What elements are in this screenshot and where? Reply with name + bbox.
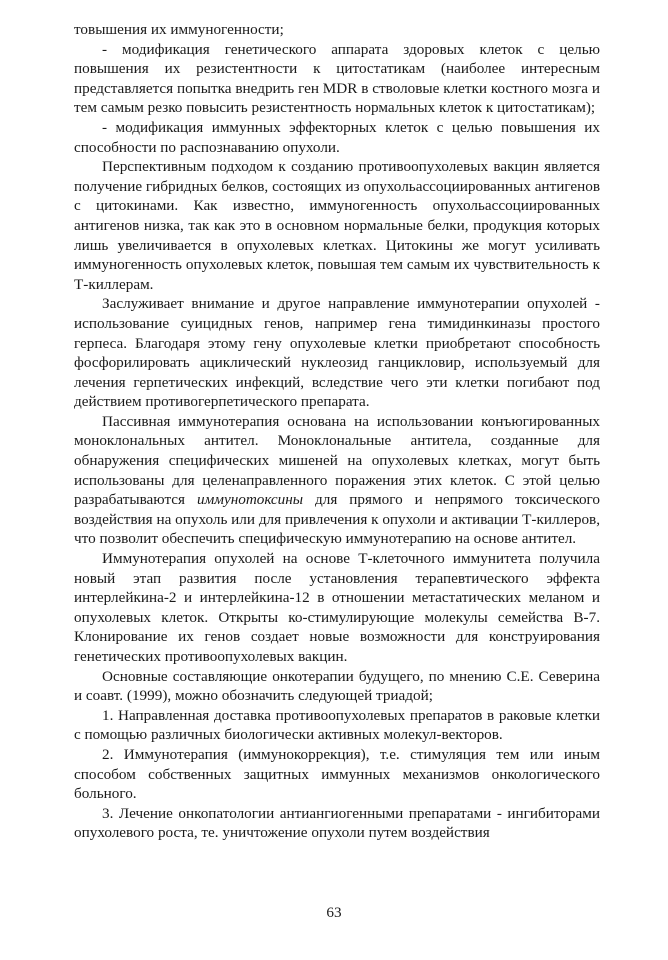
paragraph-effector-modification: - модификация иммунных эффекторных клеток с целью повышения их способности по распознаванию опухоли. (74, 118, 600, 156)
emphasized-term: иммунотоксины (196, 491, 304, 509)
paragraph-text: для прямого и непрямого токсического воздействия на опухоль или для привлечения к опухоли и активации Т-киллеров, что позволит обеспечить специфическую иммунотерапию на основе антител. (74, 491, 600, 548)
paragraph-fragment: товышения их иммуногенности; (74, 21, 284, 38)
paragraph-suicide-genes: Заслуживает внимание и другое направление иммунотерапии опухолей - использование суицидных генов, например гена тимидинкиназы простого герпеса. Благодаря этому гену опухолевые клетки приобретают способность фосфорилировать ациклический нуклеозид ганцикловир, используемый для лечения герпетических инфекций, вследствие чего эти клетки погибают под действием противогерпетического препарата. (74, 295, 600, 411)
paragraph-passive-immunotherapy (74, 412, 600, 549)
paragraph-triad-intro: Основные составляющие онкотерапии будущего, по мнению С.Е. Северина и соавт. (1999), можно обозначить следующей триадой; (74, 667, 600, 705)
paragraph-hybrid-proteins: Перспективным подходом к созданию противоопухолевых вакцин является получение гибридных белков, состоящих из опухольассоциированных антигенов с цитокинами. Как известно, иммуногенность опухольассоциированных антигенов низка, так как это в основном нормальные белки, продукция которых лишь увеличивается в опухолевых клетках. Цитокины же могут усиливать иммуногенность опухолевых клеток, повышая тем самым их чувствительность к Т-киллерам. (74, 158, 600, 293)
list-item-immunotherapy: 2. Иммунотерапия (иммунокоррекция), т.е. стимуляция тем или иным способом собственных защитных иммунных механизмов онкологического больного. (74, 745, 600, 803)
paragraph-genetic-modification: - модификация генетического аппарата здоровых клеток с целью повышения их резистентности к цитостатикам (наиболее интересным представляется попытка внедрить ген MDR в стволовые клетки костного мозга и тем самым резко повысить резистентность нормальных клеток к цитостатикам); (74, 40, 600, 117)
list-item-antiangiogenic: 3. Лечение онкопатологии антиангиогенными препаратами - ингибиторами опухолевого роста, те. уничтожение опухоли путем воздействия (74, 804, 600, 842)
document-page (74, 20, 600, 843)
paragraph-t-cell-immunity: Иммунотерапия опухолей на основе Т-клеточного иммунитета получила новый этап развития после установления терапевтического эффекта интерлейкина-2 и интерлейкина-12 в отношении метастатических меланом и опухолевых клеток. Открыты ко-стимулирующие молекулы семейства В-7. Клонирование их генов создает новые возможности для конструирования генетических противоопухолевых вакцин. (74, 550, 600, 665)
paragraph-text: Пассивная иммунотерапия основана на использовании конъюгированных моноклональных антител. Моноклональные антитела, созданные для обнаружения специфических мишеней на опухолевых клетках, могут быть использованы для целенаправленного поражения этих клеток. С этой целью разрабатываются (74, 412, 600, 509)
list-item-targeted-delivery: 1. Направленная доставка противоопухолевых препаратов в раковые клетки с помощью различных биологически активных молекул-векторов. (74, 706, 600, 744)
page-number: 63 (326, 904, 342, 921)
